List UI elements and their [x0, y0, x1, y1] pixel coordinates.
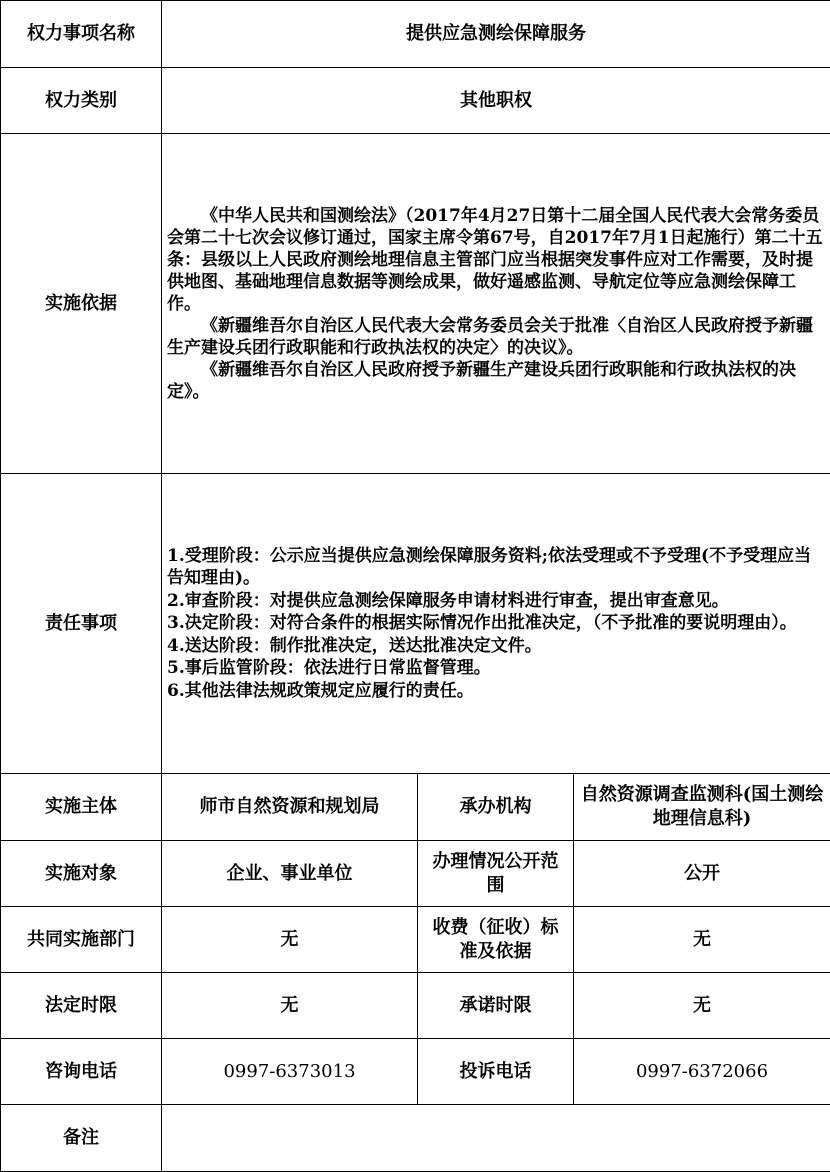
category-value: 其他职权	[162, 68, 830, 134]
row-remarks	[1, 1105, 830, 1172]
promise-time-label: 承诺时限	[418, 973, 574, 1039]
item-name-label: 权力事项名称	[1, 1, 162, 68]
handler-label: 承办机构	[418, 774, 574, 841]
basis-label: 实施依据	[1, 134, 162, 474]
category-label: 权力类别	[1, 68, 162, 134]
basis-content	[162, 134, 830, 474]
disclosure-label: 办理情况公开范围	[418, 841, 574, 907]
remarks-value	[162, 1105, 830, 1172]
row-phone	[1, 1039, 830, 1105]
disclosure-value: 公开	[574, 841, 830, 907]
row-joint	[1, 907, 830, 973]
complaint-phone-label: 投诉电话	[418, 1039, 574, 1105]
complaint-phone-value: 0997-6372066	[574, 1039, 830, 1105]
duty-item: 6.其他法律法规政策规定应履行的责任。	[167, 680, 826, 703]
duty-item: 4.送达阶段：制作批准决定，送达批准决定文件。	[167, 635, 826, 658]
row-basis	[1, 134, 830, 474]
consult-phone-label: 咨询电话	[1, 1039, 162, 1105]
duty-item: 3.决定阶段：对符合条件的根据实际情况作出批准决定，（不予批准的要说明理由）。	[167, 612, 826, 635]
row-target	[1, 841, 830, 907]
basis-paragraph: 《中华人民共和国测绘法》（2017年4月27日第十二届全国人民代表大会常务委员会第二十七次会议修订通过，国家主席令第67号，自2017年7月1日起施行）第二十五条：县级以上人民政府测绘地理信息主管部门应当根据突发事件应对工作需要，及时提供地图、基础地理信息数据等测绘成果，做好遥感监测、导航定位等应急测绘保障工作。	[167, 205, 826, 315]
row-item-name	[1, 1, 830, 68]
duty-item: 1.受理阶段：公示应当提供应急测绘保障服务资料;依法受理或不予受理(不予受理应当告知理由)。	[167, 545, 826, 590]
joint-value: 无	[162, 907, 418, 973]
subject-label: 实施主体	[1, 774, 162, 841]
row-time-limit	[1, 973, 830, 1039]
joint-label: 共同实施部门	[1, 907, 162, 973]
handler-value: 自然资源调查监测科(国土测绘地理信息科)	[574, 774, 830, 841]
target-value: 企业、事业单位	[162, 841, 418, 907]
time-limit-value: 无	[162, 973, 418, 1039]
time-limit-label: 法定时限	[1, 973, 162, 1039]
consult-phone-value: 0997-6373013	[162, 1039, 418, 1105]
row-duties	[1, 474, 830, 774]
duty-item: 5.事后监管阶段：依法进行日常监督管理。	[167, 657, 826, 680]
duty-item: 2.审查阶段：对提供应急测绘保障服务申请材料进行审查，提出审查意见。	[167, 590, 826, 613]
duties-label: 责任事项	[1, 474, 162, 774]
fee-value: 无	[574, 907, 830, 973]
target-label: 实施对象	[1, 841, 162, 907]
promise-time-value: 无	[574, 973, 830, 1039]
row-subject	[1, 774, 830, 841]
row-category	[1, 68, 830, 134]
basis-paragraph: 《新疆维吾尔自治区人民政府授予新疆生产建设兵团行政职能和行政执法权的决定》。	[167, 359, 826, 403]
basis-paragraph: 《新疆维吾尔自治区人民代表大会常务委员会关于批准〈自治区人民政府授予新疆生产建设兵团行政职能和行政执法权的决定〉的决议》。	[167, 315, 826, 359]
fee-label: 收费（征收）标准及依据	[418, 907, 574, 973]
item-name-value: 提供应急测绘保障服务	[162, 1, 830, 68]
remarks-label: 备注	[1, 1105, 162, 1172]
subject-value: 师市自然资源和规划局	[162, 774, 418, 841]
duties-content	[162, 474, 830, 774]
